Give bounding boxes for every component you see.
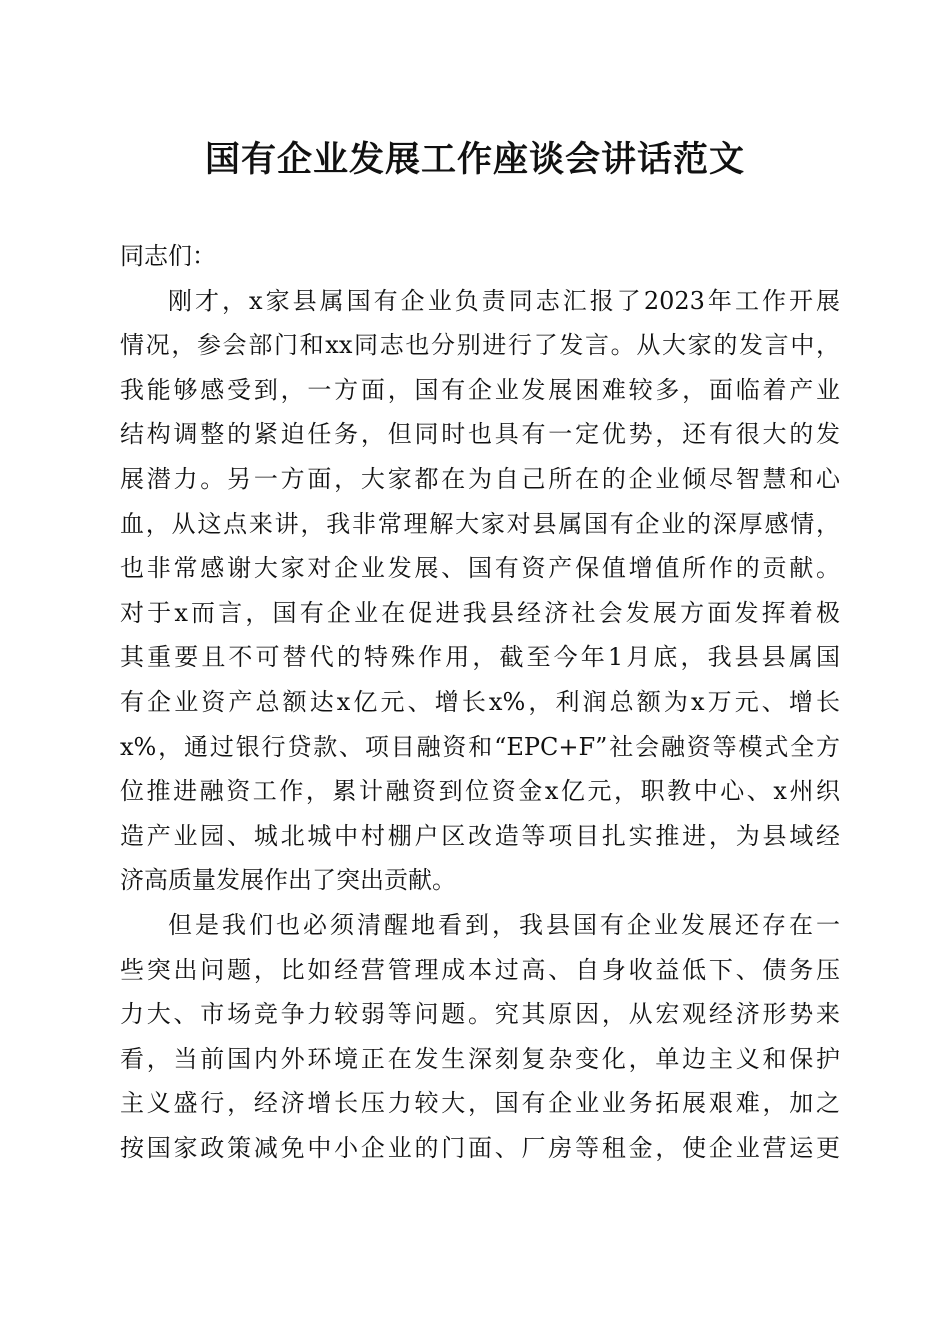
paragraph-line: 但是我们也必须清醒地看到，我县国有企业发展还存在一	[168, 910, 840, 939]
paragraph-line: 看，当前国内外环境正在发生深刻复杂变化，单边主义和保护	[120, 1044, 840, 1073]
paragraph-line: 展潜力。另一方面，大家都在为自己所在的企业倾尽智慧和心	[120, 464, 840, 493]
paragraph-line: 我能够感受到，一方面，国有企业发展困难较多，面临着产业	[120, 375, 840, 404]
paragraph-line: 按国家政策减免中小企业的门面、厂房等租金，使企业营运更	[120, 1133, 840, 1162]
paragraph-line: 造产业园、城北城中村棚户区改造等项目扎实推进，为县域经	[120, 821, 840, 850]
paragraph-line: 有企业资产总额达x亿元、增长x%，利润总额为x万元、增长	[120, 687, 840, 716]
paragraph-1	[120, 279, 840, 903]
paragraph-2	[120, 903, 840, 1171]
paragraph-line: 其重要且不可替代的特殊作用，截至今年1月底，我县县属国	[120, 643, 840, 672]
paragraph-line: 对于x而言，国有企业在促进我县经济社会发展方面发挥着极	[120, 598, 840, 627]
paragraph-line: 血，从这点来讲，我非常理解大家对县属国有企业的深厚感情，	[120, 509, 840, 538]
paragraph-line: 刚才，x家县属国有企业负责同志汇报了2023年工作开展	[168, 286, 840, 315]
paragraph-line: 情况，参会部门和xx同志也分别进行了发言。从大家的发言中，	[120, 331, 840, 360]
paragraph-line: x%，通过银行贷款、项目融资和“EPC+F”社会融资等模式全方	[120, 732, 840, 761]
paragraph-line: 力大、市场竞争力较弱等问题。究其原因，从宏观经济形势来	[120, 1000, 840, 1029]
document-body	[120, 234, 840, 1170]
paragraph-line: 主义盛行，经济增长压力较大，国有企业业务拓展艰难，加之	[120, 1089, 840, 1118]
document-title: 国有企业发展工作座谈会讲话范文	[204, 139, 745, 180]
paragraph-line: 结构调整的紧迫任务，但同时也具有一定优势，还有很大的发	[120, 420, 840, 449]
paragraph-line: 济高质量发展作出了突出贡献。	[120, 866, 456, 895]
paragraph-line: 些突出问题，比如经营管理成本过高、自身收益低下、债务压	[120, 955, 840, 984]
salutation: 同志们：	[120, 242, 216, 270]
paragraph-line: 位推进融资工作，累计融资到位资金x亿元，职教中心、x州织	[120, 777, 840, 806]
paragraph-line: 也非常感谢大家对企业发展、国有资产保值增值所作的贡献。	[120, 554, 840, 583]
